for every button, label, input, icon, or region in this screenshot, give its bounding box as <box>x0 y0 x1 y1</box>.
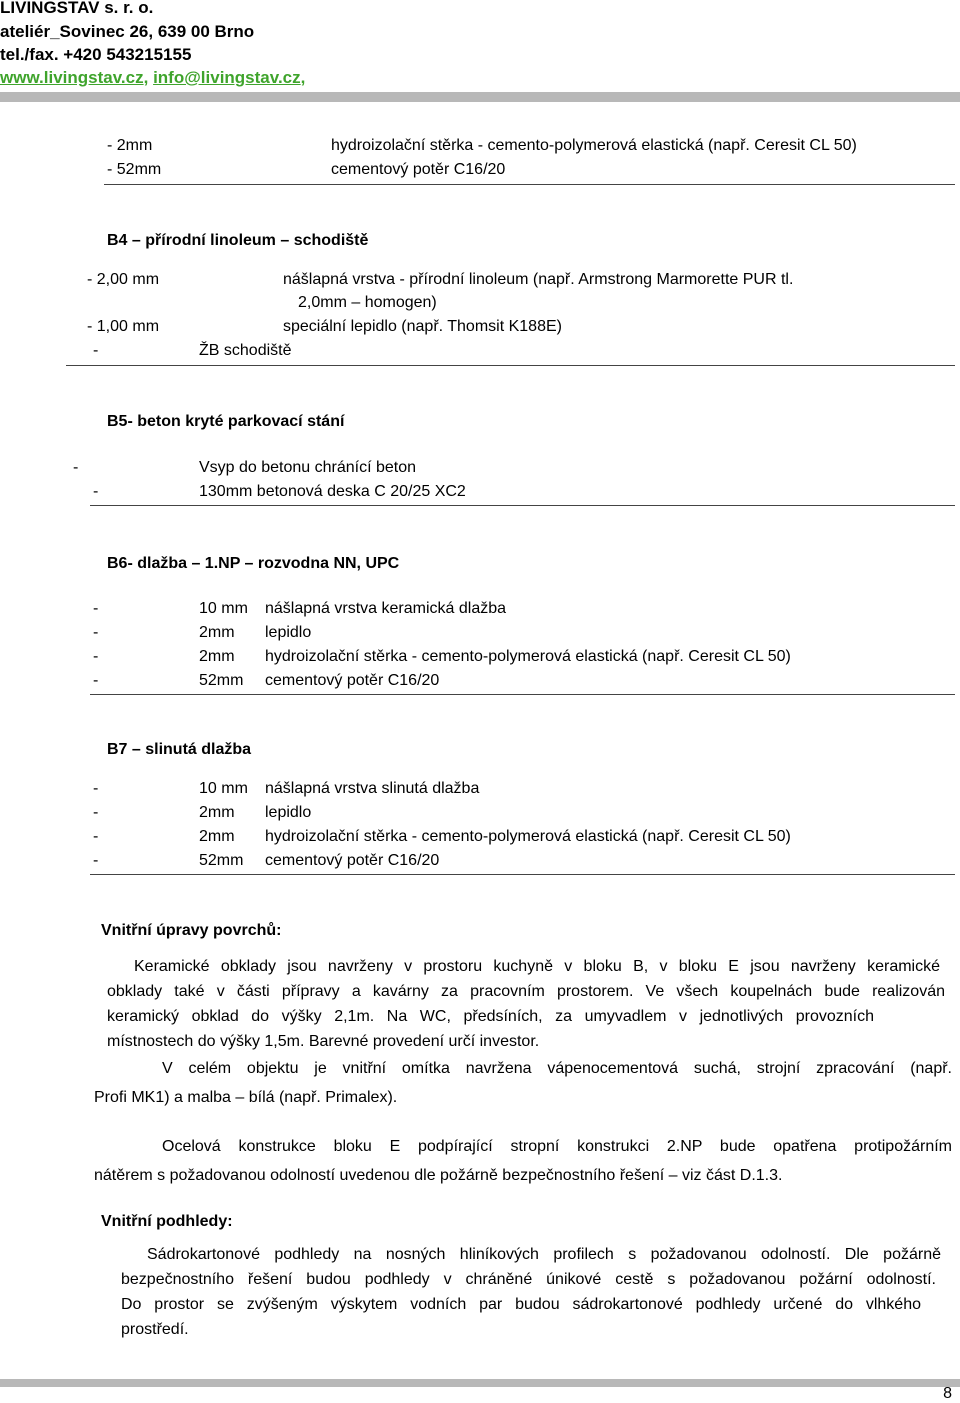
layer-dash: - <box>93 804 99 821</box>
website-link[interactable]: www.livingstav.cz <box>0 68 144 87</box>
paragraph-ceilings <box>121 1242 941 1342</box>
layer-description: Vsyp do betonu chránící beton <box>199 459 417 476</box>
email-link[interactable]: info@livingstav.cz <box>153 68 301 87</box>
layer-thickness: 10 mm <box>199 780 248 797</box>
paragraph-line: Ocelová konstrukce bloku E podpírající stropní konstrukci 2.NP bude opatřena protipožárním <box>162 1138 952 1155</box>
layer-thickness: - 52mm <box>107 161 162 178</box>
section-heading-interior-finishes: Vnitřní úpravy povrchů: <box>101 922 282 939</box>
paragraph-line: keramický obklad do výšky 2,1m. Na WC, předsíních, za umyvadlem v jednotlivých provozních <box>107 1008 874 1025</box>
layer-description: 2,0mm – homogen) <box>298 294 437 311</box>
paragraph-line: nátěrem s požadovanou odolností uvedenou dle požárně bezpečnostního řešení – viz část D.1.3. <box>94 1167 783 1184</box>
paragraph-line: V celém objektu je vnitřní omítka navržena vápenocementová suchá, strojní zpracování (např. <box>162 1060 952 1077</box>
section-rule <box>66 365 955 366</box>
layer-thickness: 2mm <box>199 828 235 845</box>
company-contacts <box>0 68 305 88</box>
layer-description: cementový potěr C16/20 <box>331 161 506 178</box>
section-rule <box>104 184 955 185</box>
layer-thickness: 52mm <box>199 672 244 689</box>
section-heading-b6: B6- dlažba – 1.NP – rozvodna NN, UPC <box>107 555 400 572</box>
layer-thickness: 2mm <box>199 648 235 665</box>
contact-tail: , <box>300 68 306 87</box>
section-heading-b7: B7 – slinutá dlažba <box>107 741 252 758</box>
paragraph-line: prostředí. <box>121 1321 189 1338</box>
layer-description: nášlapná vrstva - přírodní linoleum (např. Armstrong Marmorette PUR tl. <box>283 271 794 288</box>
layer-description: cementový potěr C16/20 <box>265 852 440 869</box>
layer-thickness: - 2,00 mm <box>87 271 160 288</box>
layer-description: nášlapná vrstva slinutá dlažba <box>265 780 480 797</box>
paragraph-steel-structure <box>94 1134 952 1188</box>
layer-dash: - <box>93 672 99 689</box>
layer-thickness: 10 mm <box>199 600 248 617</box>
layer-description: hydroizolační stěrka - cemento-polymerová elastická (např. Ceresit CL 50) <box>265 648 791 665</box>
layer-dash: - <box>93 648 99 665</box>
company-phone: tel./fax. +420 543215155 <box>0 45 192 64</box>
paragraph-line: Sádrokartonové podhledy na nosných hliníkových profilech s požadovanou odolností. Dle požárně <box>147 1246 941 1263</box>
layer-thickness: 2mm <box>199 804 235 821</box>
section-rule <box>90 694 955 695</box>
layer-thickness: - <box>93 342 99 359</box>
layer-description: ŽB schodiště <box>199 342 292 359</box>
layer-thickness: 52mm <box>199 852 244 869</box>
layer-dash: - <box>93 780 99 797</box>
paragraph-line: Keramické obklady jsou navrženy v prostoru kuchyně v bloku B, v bloku E jsou navrženy keramické <box>134 958 940 975</box>
layer-dash: - <box>93 600 99 617</box>
section-heading-ceilings: Vnitřní podhledy: <box>101 1213 233 1230</box>
layer-thickness: 2mm <box>199 624 235 641</box>
section-heading-b4: B4 – přírodní linoleum – schodiště <box>107 232 369 249</box>
layer-thickness: - <box>73 459 79 476</box>
layer-dash: - <box>93 624 99 641</box>
layer-description: lepidlo <box>265 624 312 641</box>
layer-thickness: - 2mm <box>107 137 153 154</box>
footer-divider <box>0 1379 960 1387</box>
paragraph-line: místnostech do výšky 1,5m. Barevné provedení určí investor. <box>107 1033 540 1050</box>
paragraph-line: bezpečnostního řešení budou podhledy v chráněné únikové cestě s požadovanou požární odolností. <box>121 1271 936 1288</box>
company-address: ateliér_Sovinec 26, 639 00 Brno <box>0 22 255 41</box>
company-name: LIVINGSTAV s. r. o. <box>0 0 154 17</box>
paragraph-line: Profi MK1) a malba – bílá (např. Primalex). <box>94 1089 398 1106</box>
layer-dash: - <box>93 828 99 845</box>
layer-description: nášlapná vrstva keramická dlažba <box>265 600 507 617</box>
paragraph-line: Do prostor se zvýšeným výskytem vodních par budou sádrokartonové podhledy určené do vlhkého <box>121 1296 921 1313</box>
layer-description: hydroizolační stěrka - cemento-polymerová elastická (např. Ceresit CL 50) <box>331 137 857 154</box>
layer-description: cementový potěr C16/20 <box>265 672 440 689</box>
section-heading-b5: B5- beton kryté parkovací stání <box>107 413 345 430</box>
layer-description: speciální lepidlo (např. Thomsit K188E) <box>283 318 562 335</box>
paragraph-ceramic-tiles <box>107 954 945 1054</box>
paragraph-line: obklady také v části přípravy a kavárny za pracovním prostorem. Ve všech koupelnách bude realizován <box>107 983 945 1000</box>
section-rule <box>90 874 955 875</box>
section-rule <box>90 505 955 506</box>
layer-thickness: - <box>93 483 99 500</box>
paragraph-plaster <box>94 1056 952 1110</box>
layer-description: lepidlo <box>265 804 312 821</box>
page-number: 8 <box>943 1385 952 1402</box>
layer-description: hydroizolační stěrka - cemento-polymerová elastická (např. Ceresit CL 50) <box>265 828 791 845</box>
layer-description: 130mm betonová deska C 20/25 XC2 <box>199 483 466 500</box>
contact-separator: , <box>143 68 154 87</box>
layer-dash: - <box>93 852 99 869</box>
header-divider <box>0 92 960 102</box>
layer-thickness: - 1,00 mm <box>87 318 160 335</box>
